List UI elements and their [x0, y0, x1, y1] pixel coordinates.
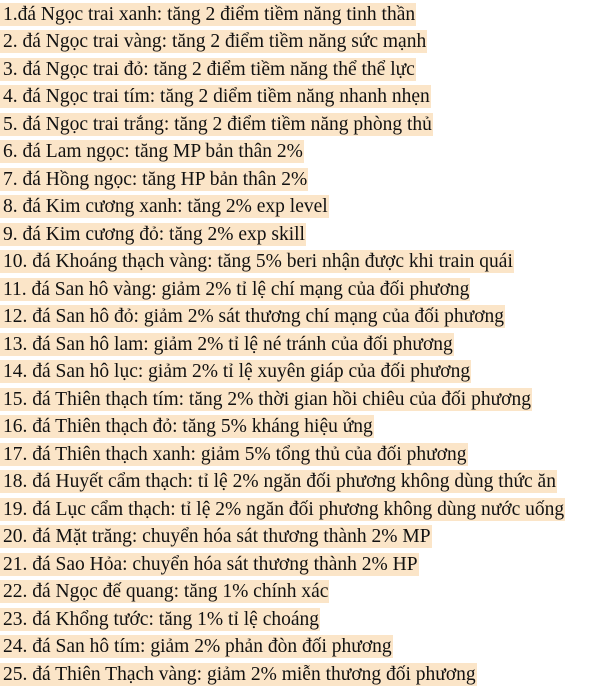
list-item — [0, 275, 608, 303]
list-item-text: 17. đá Thiên thạch xanh: giảm 5% tổng thủ của đối phương — [0, 443, 468, 466]
list-item — [0, 605, 608, 633]
list-item-text: 11. đá San hô vàng: giảm 2% tỉ lệ chí mạng của đối phương — [0, 278, 470, 301]
list-item-text: 19. đá Lục cẩm thạch: tỉ lệ 2% ngăn đối phương không dùng nước uống — [0, 498, 565, 521]
list-item — [0, 550, 608, 578]
list-item — [0, 55, 608, 83]
list-item — [0, 495, 608, 523]
list-item — [0, 248, 608, 276]
list-item — [0, 110, 608, 138]
list-item — [0, 220, 608, 248]
list-item-text: 7. đá Hồng ngọc: tăng HP bản thân 2% — [0, 168, 308, 191]
list-item — [0, 0, 608, 28]
list-item-text: 23. đá Khổng tước: tăng 1% tỉ lệ choáng — [0, 608, 320, 631]
list-item-text: 13. đá San hô lam: giảm 2% tỉ lệ né tránh của đối phương — [0, 333, 454, 356]
list-item-text: 9. đá Kim cương đỏ: tăng 2% exp skill — [0, 223, 306, 246]
list-item — [0, 83, 608, 111]
list-item — [0, 523, 608, 551]
list-item — [0, 330, 608, 358]
list-item-text: 25. đá Thiên Thạch vàng: giảm 2% miễn thương đối phương — [0, 663, 477, 686]
list-item — [0, 413, 608, 441]
list-item-text: 5. đá Ngọc trai trắng: tăng 2 điểm tiềm năng phòng thủ — [0, 113, 433, 136]
list-item — [0, 385, 608, 413]
list-item-text: 18. đá Huyết cẩm thạch: tỉ lệ 2% ngăn đối phương không dùng thức ăn — [0, 470, 557, 493]
list-item-text: 16. đá Thiên thạch đỏ: tăng 5% kháng hiệu ứng — [0, 415, 374, 438]
list-item-text: 15. đá Thiên thạch tím: tăng 2% thời gian hồi chiêu của đối phương — [0, 388, 532, 411]
list-item-text: 1.đá Ngọc trai xanh: tăng 2 điểm tiềm năng tinh thần — [0, 3, 416, 26]
list-item — [0, 193, 608, 221]
list-item-text: 10. đá Khoáng thạch vàng: tăng 5% beri nhận được khi train quái — [0, 250, 514, 273]
list-item-text: 22. đá Ngọc đế quang: tăng 1% chính xác — [0, 580, 329, 603]
list-item — [0, 578, 608, 606]
list-item — [0, 138, 608, 166]
list-item — [0, 303, 608, 331]
list-item-text: 12. đá San hô đỏ: giảm 2% sát thương chí mạng của đối phương — [0, 305, 505, 328]
list-item-text: 6. đá Lam ngọc: tăng MP bản thân 2% — [0, 140, 304, 163]
list-item-text: 3. đá Ngọc trai đỏ: tăng 2 điểm tiềm năng thể thể lực — [0, 58, 416, 81]
list-item — [0, 660, 608, 688]
list-item-text: 4. đá Ngọc trai tím: tăng 2 diểm tiềm năng nhanh nhẹn — [0, 85, 431, 108]
list-item — [0, 358, 608, 386]
list-item-text: 14. đá San hô lục: giảm 2% tỉ lệ xuyên giáp của đối phương — [0, 360, 471, 383]
list-item-text: 8. đá Kim cương xanh: tăng 2% exp level — [0, 195, 329, 218]
list-item — [0, 633, 608, 661]
list-item-text: 24. đá San hô tím: giảm 2% phản đòn đối phương — [0, 635, 393, 658]
list-item-text: 21. đá Sao Hỏa: chuyển hóa sát thương thành 2% HP — [0, 553, 419, 576]
list-item — [0, 28, 608, 56]
list-item — [0, 440, 608, 468]
list-item — [0, 165, 608, 193]
list-item-text: 20. đá Mặt trăng: chuyển hóa sát thương thành 2% MP — [0, 525, 432, 548]
list-item — [0, 468, 608, 496]
list-item-text: 2. đá Ngọc trai vàng: tăng 2 điểm tiềm năng sức mạnh — [0, 30, 427, 53]
